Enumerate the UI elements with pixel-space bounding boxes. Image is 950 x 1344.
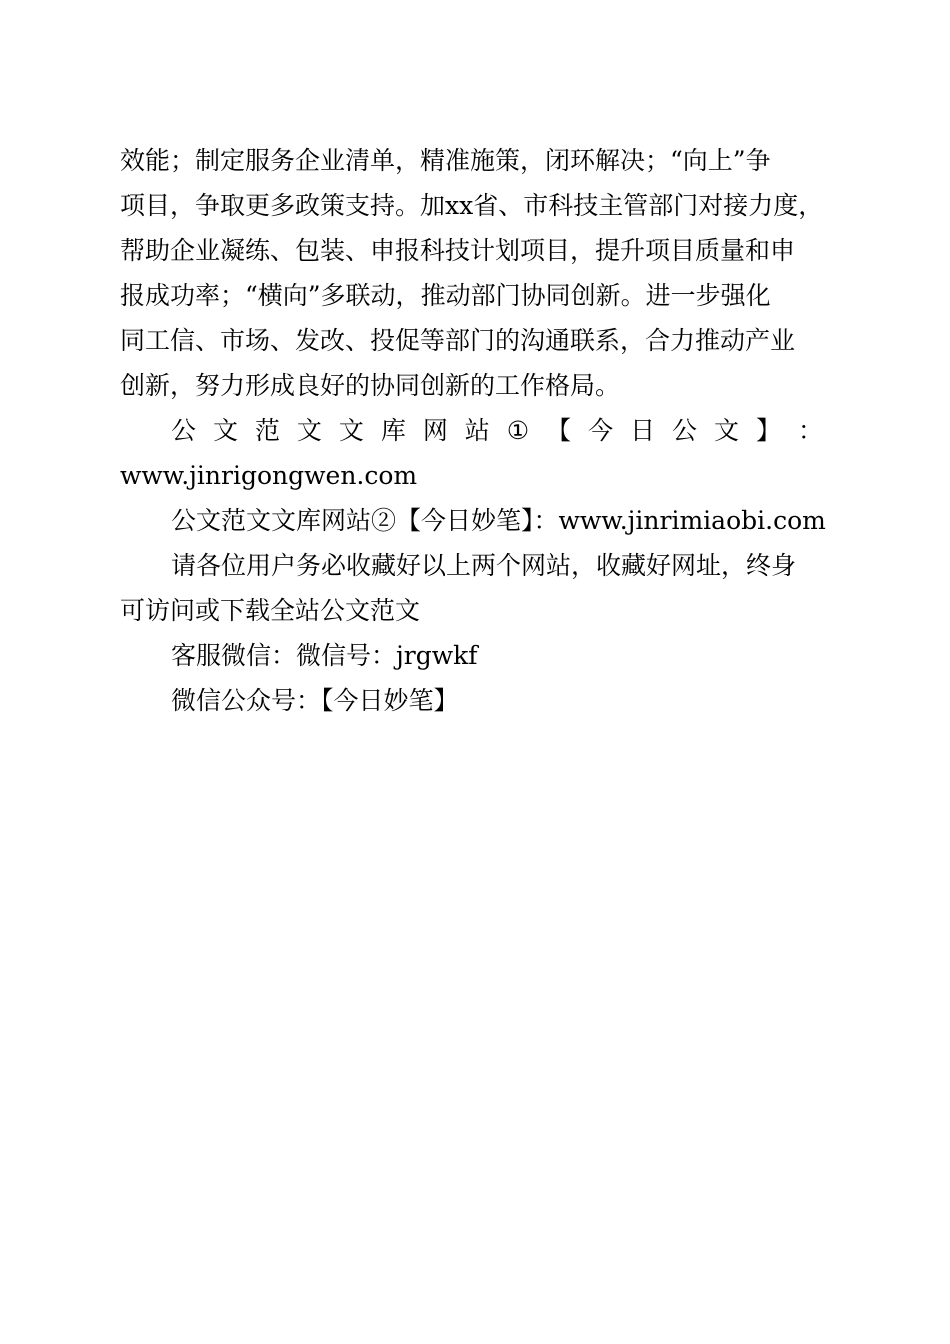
paragraph-body xyxy=(120,138,832,408)
site1-char: 范 xyxy=(254,416,280,445)
site1-char: 公 xyxy=(171,416,197,445)
site1-char: 文 xyxy=(714,416,740,445)
official-account: 微信公众号：【今日妙笔】 xyxy=(171,686,459,715)
paragraph-line: 同工信、市场、发改、投促等部门的沟通联系，合力推动产业 xyxy=(120,326,796,355)
notice-line: 可访问或下载全站公文范文 xyxy=(120,596,421,625)
site2-line[interactable]: 公文范文文库网站②【今日妙笔】：www.jinrimiaobi.com xyxy=(171,506,826,535)
site1-char: 】 xyxy=(755,416,781,445)
customer-service-wechat: 客服微信：微信号：jrgwkf xyxy=(171,641,478,670)
site1-char: 今 xyxy=(588,416,614,445)
paragraph-line: 帮助企业凝练、包装、申报科技计划项目，提升项目质量和申 xyxy=(120,236,796,265)
paragraph-line: 创新，努力形成良好的协同创新的工作格局。 xyxy=(120,371,621,400)
notice-line: 请各位用户务必收藏好以上两个网站，收藏好网址，终身 xyxy=(171,551,797,580)
site1-char: 站 xyxy=(464,416,490,445)
site1-char: 文 xyxy=(338,416,364,445)
site1-char: ① xyxy=(506,416,530,445)
document-body xyxy=(120,138,832,723)
site1-line xyxy=(120,408,823,453)
site1-char: 网 xyxy=(422,416,448,445)
site1-char: 【 xyxy=(546,416,572,445)
site1-char: 日 xyxy=(630,416,656,445)
site1-char: 文 xyxy=(212,416,238,445)
paragraph-line: 效能；制定服务企业清单，精准施策，闭环解决；“向上”争 xyxy=(120,146,771,175)
paragraph-line: 项目，争取更多政策支持。加xx省、市科技主管部门对接力度， xyxy=(120,191,824,220)
paragraph-line: 报成功率；“横向”多联动，推动部门协同创新。进一步强化 xyxy=(120,281,771,310)
site1-char: 文 xyxy=(296,416,322,445)
site1-char: 库 xyxy=(380,416,406,445)
site1-char: ： xyxy=(797,416,823,445)
site1-char: 公 xyxy=(672,416,698,445)
site1-url[interactable]: www.jinrigongwen.com xyxy=(120,461,418,490)
